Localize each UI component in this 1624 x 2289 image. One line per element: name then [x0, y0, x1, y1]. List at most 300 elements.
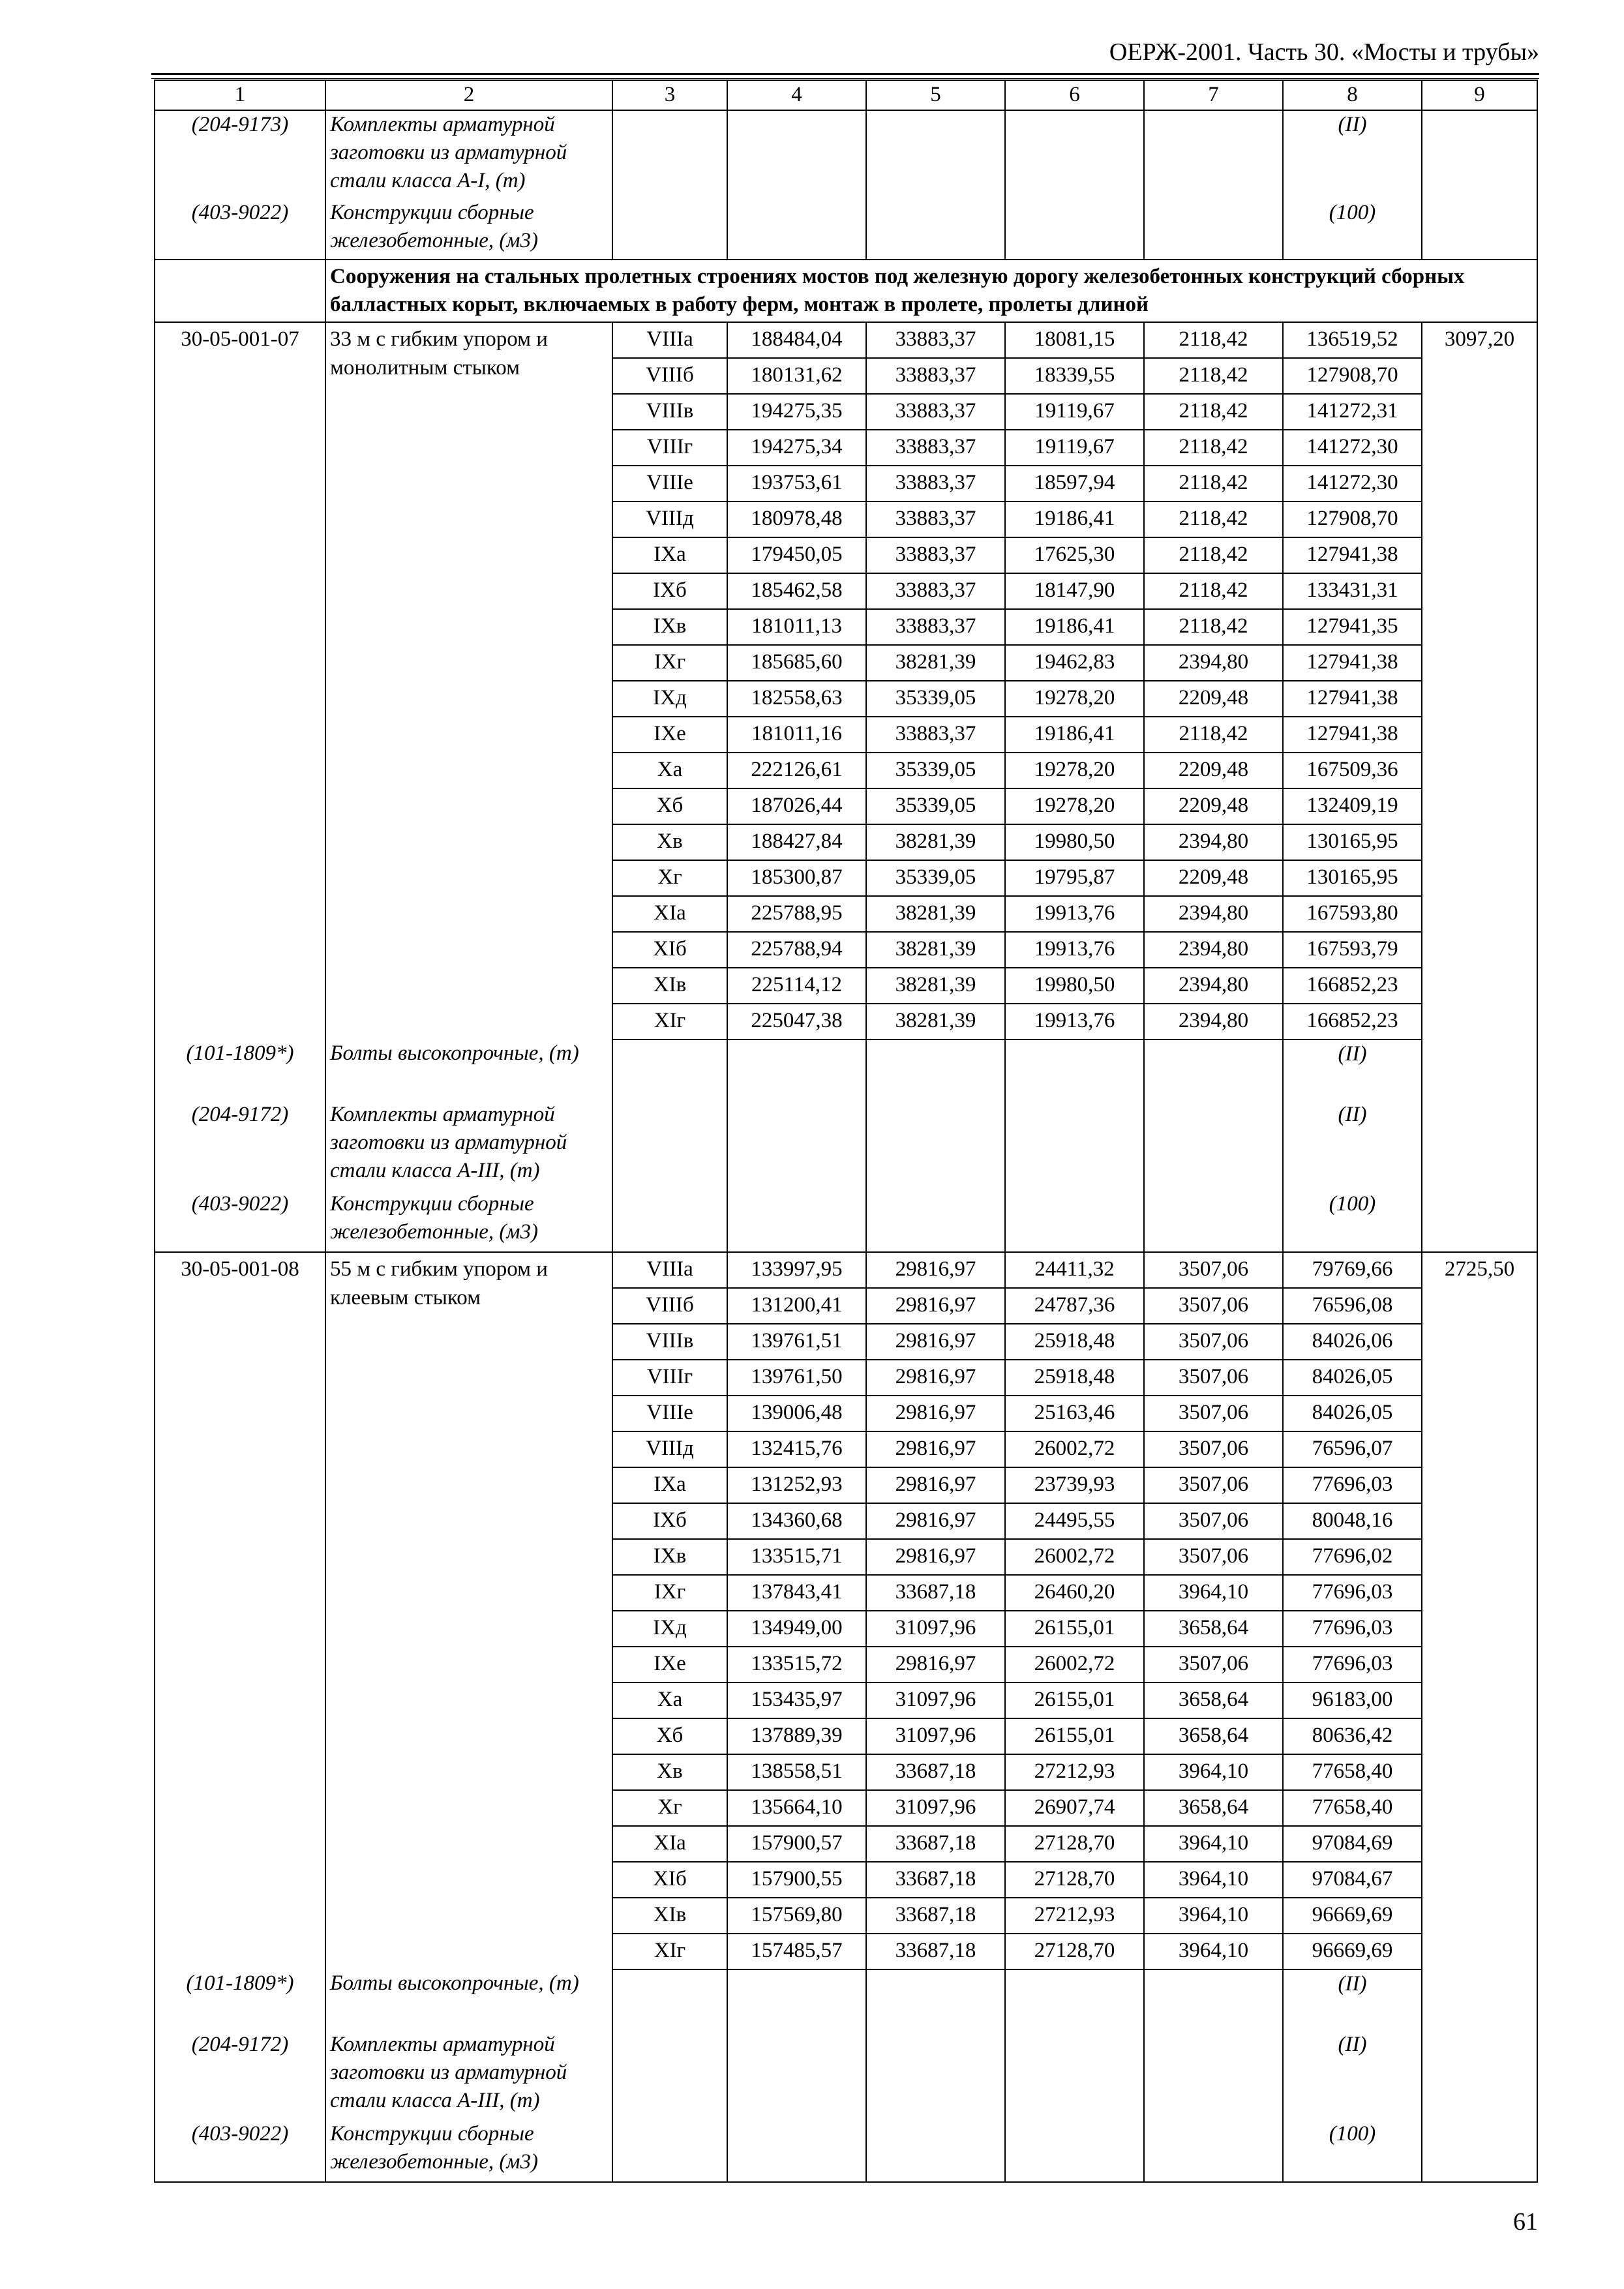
resource-name: Комплекты арматурной заготовки из арматурной стали класса А-III, (т) [325, 2031, 612, 2120]
value-cell: 137889,39 [727, 1718, 866, 1754]
value-cell: 23739,93 [1005, 1467, 1144, 1503]
value-cell: 2118,42 [1144, 537, 1283, 573]
resource-name: Конструкции сборные железобетонные, (м3) [325, 199, 612, 260]
resource-value: (100) [1283, 1190, 1422, 1252]
value-cell: 153435,97 [727, 1683, 866, 1718]
value-cell: 185462,58 [727, 573, 866, 609]
empty-cell [1144, 199, 1283, 260]
value-cell: 2394,80 [1144, 1004, 1283, 1040]
value-cell: 133997,95 [727, 1252, 866, 1288]
resource-code: (204-9173) [155, 110, 325, 199]
table-row [155, 322, 1537, 358]
value-cell: 29816,97 [866, 1503, 1005, 1539]
zone-cell: IXв [612, 609, 727, 645]
value-cell: 167593,79 [1283, 932, 1422, 968]
value-cell: 29816,97 [866, 1647, 1005, 1683]
value-cell: 139761,50 [727, 1360, 866, 1396]
value-cell: 225788,94 [727, 932, 866, 968]
value-cell: 188484,04 [727, 322, 866, 358]
zone-cell: VIIIе [612, 1396, 727, 1431]
rate-name: 55 м с гибким упором и клеевым стыком [325, 1252, 612, 1969]
resource-code: (101-1809*) [155, 1040, 325, 1101]
resource-name: Комплекты арматурной заготовки из арматурной стали класса А-III, (т) [325, 1101, 612, 1190]
value-cell: 35339,05 [866, 753, 1005, 788]
value-cell: 2118,42 [1144, 430, 1283, 466]
value-cell: 19913,76 [1005, 896, 1144, 932]
resource-value: (II) [1283, 1101, 1422, 1190]
empty-cell [1005, 110, 1144, 199]
value-cell: 141272,30 [1283, 430, 1422, 466]
value-cell: 24495,55 [1005, 1503, 1144, 1539]
empty-cell [1422, 110, 1537, 199]
value-cell: 127941,38 [1283, 537, 1422, 573]
value-cell: 134949,00 [727, 1611, 866, 1647]
value-cell: 84026,05 [1283, 1396, 1422, 1431]
empty-cell [612, 1190, 727, 1252]
value-cell: 138558,51 [727, 1754, 866, 1790]
zone-cell: VIIIб [612, 358, 727, 394]
empty-cell [1422, 1969, 1537, 2031]
value-cell: 33687,18 [866, 1898, 1005, 1934]
value-cell: 33883,37 [866, 358, 1005, 394]
empty-cell [866, 1101, 1005, 1190]
value-cell: 80048,16 [1283, 1503, 1422, 1539]
value-cell: 167509,36 [1283, 753, 1422, 788]
value-cell: 26907,74 [1005, 1790, 1144, 1826]
value-cell: 26002,72 [1005, 1647, 1144, 1683]
value-cell: 33883,37 [866, 466, 1005, 501]
zone-cell: Xг [612, 1790, 727, 1826]
value-cell: 19278,20 [1005, 681, 1144, 717]
value-cell: 187026,44 [727, 788, 866, 824]
resource-row [155, 1190, 1537, 1252]
value-cell: 157485,57 [727, 1934, 866, 1969]
rate-code: 30-05-001-07 [155, 322, 325, 1040]
resource-name: Комплекты арматурной заготовки из арматурной стали класса А-I, (т) [325, 110, 612, 199]
page-number: 61 [1513, 2208, 1538, 2236]
empty-cell [1144, 110, 1283, 199]
value-cell: 33687,18 [866, 1862, 1005, 1898]
zone-cell: VIIIа [612, 322, 727, 358]
empty-cell [727, 1190, 866, 1252]
value-cell: 3507,06 [1144, 1288, 1283, 1324]
zone-cell: IXг [612, 645, 727, 681]
value-cell: 3964,10 [1144, 1826, 1283, 1862]
value-cell: 29816,97 [866, 1467, 1005, 1503]
empty-cell [1005, 1040, 1144, 1101]
rate-code: 30-05-001-08 [155, 1252, 325, 1969]
value-cell: 157900,57 [727, 1826, 866, 1862]
value-cell: 3507,06 [1144, 1431, 1283, 1467]
value-cell: 33883,37 [866, 430, 1005, 466]
value-cell: 77658,40 [1283, 1790, 1422, 1826]
value-cell: 18147,90 [1005, 573, 1144, 609]
zone-cell: XIа [612, 896, 727, 932]
resource-row [155, 199, 1537, 260]
resource-value: (100) [1283, 2120, 1422, 2182]
empty-cell [1144, 1040, 1283, 1101]
value-cell: 77696,03 [1283, 1467, 1422, 1503]
value-cell: 3507,06 [1144, 1396, 1283, 1431]
empty-cell [1144, 1190, 1283, 1252]
value-cell: 2394,80 [1144, 896, 1283, 932]
section-title: Сооружения на стальных пролетных строениях мостов под железную дорогу железобетонных конструкций сборных балластных корыт, включаемых в работу ферм, монтаж в пролете, пролеты длиной [325, 260, 1537, 322]
value-cell: 137843,41 [727, 1575, 866, 1611]
table-row [155, 1252, 1537, 1288]
value-cell: 157900,55 [727, 1862, 866, 1898]
value-cell: 33687,18 [866, 1754, 1005, 1790]
empty-cell [1144, 2031, 1283, 2120]
value-cell: 157569,80 [727, 1898, 866, 1934]
empty-cell [612, 110, 727, 199]
value-cell: 26155,01 [1005, 1683, 1144, 1718]
empty-cell [1422, 2120, 1537, 2182]
zone-cell: Xб [612, 1718, 727, 1754]
value-cell: 3964,10 [1144, 1575, 1283, 1611]
value-cell: 19795,87 [1005, 860, 1144, 896]
value-cell: 84026,05 [1283, 1360, 1422, 1396]
resource-row [155, 110, 1537, 199]
empty-cell [1005, 1190, 1144, 1252]
resource-value: (II) [1283, 1969, 1422, 2031]
resource-code: (403-9022) [155, 199, 325, 260]
value-cell: 77696,03 [1283, 1647, 1422, 1683]
zone-cell: VIIIг [612, 430, 727, 466]
value-cell: 35339,05 [866, 681, 1005, 717]
zone-cell: IXд [612, 1611, 727, 1647]
zone-cell: Xв [612, 1754, 727, 1790]
empty-cell [866, 1190, 1005, 1252]
zone-cell: IXг [612, 1575, 727, 1611]
zone-cell: VIIIв [612, 1324, 727, 1360]
value-cell: 3507,06 [1144, 1252, 1283, 1288]
value-cell: 97084,69 [1283, 1826, 1422, 1862]
empty-cell [612, 2120, 727, 2182]
value-cell: 193753,61 [727, 466, 866, 501]
value-cell: 24411,32 [1005, 1252, 1144, 1288]
value-cell: 19186,41 [1005, 717, 1144, 753]
value-cell: 181011,13 [727, 609, 866, 645]
value-cell: 225114,12 [727, 968, 866, 1004]
zone-cell: XIв [612, 968, 727, 1004]
column-number-row [155, 80, 1537, 110]
value-cell: 3507,06 [1144, 1539, 1283, 1575]
resource-name: Болты высокопрочные, (т) [325, 1040, 612, 1101]
resource-row [155, 1969, 1537, 2031]
zone-cell: VIIIа [612, 1252, 727, 1288]
resource-value: (II) [1283, 1040, 1422, 1101]
value-cell: 225047,38 [727, 1004, 866, 1040]
value-cell: 133515,71 [727, 1539, 866, 1575]
column-number: 1 [155, 80, 325, 110]
value-cell: 33883,37 [866, 501, 1005, 537]
value-cell: 31097,96 [866, 1718, 1005, 1754]
value-cell: 33883,37 [866, 573, 1005, 609]
value-cell: 31097,96 [866, 1611, 1005, 1647]
value-cell: 18339,55 [1005, 358, 1144, 394]
value-cell: 19278,20 [1005, 753, 1144, 788]
value-cell: 26002,72 [1005, 1431, 1144, 1467]
value-cell: 27128,70 [1005, 1826, 1144, 1862]
value-cell: 127941,38 [1283, 645, 1422, 681]
resource-value: (II) [1283, 2031, 1422, 2120]
value-cell: 26002,72 [1005, 1539, 1144, 1575]
value-cell: 19278,20 [1005, 788, 1144, 824]
value-cell: 77696,02 [1283, 1539, 1422, 1575]
value-cell: 3658,64 [1144, 1611, 1283, 1647]
value-cell: 18597,94 [1005, 466, 1144, 501]
empty-cell [866, 1040, 1005, 1101]
value-cell: 24787,36 [1005, 1288, 1144, 1324]
column-number: 4 [727, 80, 866, 110]
value-cell: 222126,61 [727, 753, 866, 788]
value-cell: 29816,97 [866, 1252, 1005, 1288]
value-cell: 141272,31 [1283, 394, 1422, 430]
value-cell: 35339,05 [866, 860, 1005, 896]
value-cell: 3507,06 [1144, 1647, 1283, 1683]
value-cell: 127908,70 [1283, 358, 1422, 394]
zone-cell: Xб [612, 788, 727, 824]
empty-cell [155, 260, 325, 322]
value-cell: 185300,87 [727, 860, 866, 896]
value-cell: 194275,35 [727, 394, 866, 430]
value-cell: 77696,03 [1283, 1611, 1422, 1647]
empty-cell [866, 2120, 1005, 2182]
empty-cell [727, 2120, 866, 2182]
resource-name: Конструкции сборные железобетонные, (м3) [325, 2120, 612, 2182]
value-cell: 127941,38 [1283, 681, 1422, 717]
value-cell: 3964,10 [1144, 1934, 1283, 1969]
value-cell: 2394,80 [1144, 645, 1283, 681]
empty-cell [1422, 1190, 1537, 1252]
zone-cell: VIIIг [612, 1360, 727, 1396]
resource-code: (403-9022) [155, 1190, 325, 1252]
column-number: 7 [1144, 80, 1283, 110]
value-cell: 2118,42 [1144, 322, 1283, 358]
value-cell: 225788,95 [727, 896, 866, 932]
value-cell: 3507,06 [1144, 1324, 1283, 1360]
column-number: 6 [1005, 80, 1144, 110]
resource-value: (100) [1283, 199, 1422, 260]
value-cell: 2209,48 [1144, 860, 1283, 896]
resource-row [155, 2031, 1537, 2120]
resource-value: (II) [1283, 110, 1422, 199]
zone-cell: IXе [612, 717, 727, 753]
value-cell: 33687,18 [866, 1575, 1005, 1611]
value-cell: 29816,97 [866, 1324, 1005, 1360]
value-cell: 2394,80 [1144, 824, 1283, 860]
zone-cell: Xа [612, 753, 727, 788]
value-cell: 19913,76 [1005, 932, 1144, 968]
value-cell: 131252,93 [727, 1467, 866, 1503]
empty-cell [727, 199, 866, 260]
value-cell: 182558,63 [727, 681, 866, 717]
value-cell: 77696,03 [1283, 1575, 1422, 1611]
value-cell: 135664,10 [727, 1790, 866, 1826]
value-cell: 33883,37 [866, 609, 1005, 645]
value-cell: 26460,20 [1005, 1575, 1144, 1611]
empty-cell [727, 1969, 866, 2031]
col9-value: 2725,50 [1422, 1252, 1537, 1969]
value-cell: 185685,60 [727, 645, 866, 681]
value-cell: 29816,97 [866, 1360, 1005, 1396]
value-cell: 19980,50 [1005, 968, 1144, 1004]
value-cell: 33883,37 [866, 394, 1005, 430]
zone-cell: XIг [612, 1004, 727, 1040]
zone-cell: XIг [612, 1934, 727, 1969]
value-cell: 3507,06 [1144, 1503, 1283, 1539]
value-cell: 26155,01 [1005, 1718, 1144, 1754]
value-cell: 79769,66 [1283, 1252, 1422, 1288]
value-cell: 76596,08 [1283, 1288, 1422, 1324]
value-cell: 130165,95 [1283, 824, 1422, 860]
value-cell: 133431,31 [1283, 573, 1422, 609]
value-cell: 180131,62 [727, 358, 866, 394]
empty-cell [727, 110, 866, 199]
value-cell: 3658,64 [1144, 1683, 1283, 1718]
empty-cell [1422, 2031, 1537, 2120]
value-cell: 2118,42 [1144, 609, 1283, 645]
resource-code: (101-1809*) [155, 1969, 325, 2031]
column-number: 8 [1283, 80, 1422, 110]
value-cell: 38281,39 [866, 968, 1005, 1004]
value-cell: 80636,42 [1283, 1718, 1422, 1754]
empty-cell [1144, 1969, 1283, 2031]
rate-name: 33 м с гибким упором и монолитным стыком [325, 322, 612, 1040]
zone-cell: IXв [612, 1539, 727, 1575]
value-cell: 19913,76 [1005, 1004, 1144, 1040]
zone-cell: Xа [612, 1683, 727, 1718]
value-cell: 33687,18 [866, 1826, 1005, 1862]
column-number: 5 [866, 80, 1005, 110]
zone-cell: IXа [612, 537, 727, 573]
value-cell: 2118,42 [1144, 466, 1283, 501]
zone-cell: XIб [612, 1862, 727, 1898]
value-cell: 2209,48 [1144, 788, 1283, 824]
page-header-title: ОЕРЖ-2001. Часть 30. «Мосты и трубы» [1109, 38, 1539, 66]
value-cell: 29816,97 [866, 1288, 1005, 1324]
section-row [155, 260, 1537, 322]
value-cell: 19186,41 [1005, 609, 1144, 645]
zone-cell: Xв [612, 824, 727, 860]
empty-cell [727, 1101, 866, 1190]
value-cell: 27128,70 [1005, 1934, 1144, 1969]
resource-code: (403-9022) [155, 2120, 325, 2182]
value-cell: 3507,06 [1144, 1360, 1283, 1396]
zone-cell: XIв [612, 1898, 727, 1934]
value-cell: 77658,40 [1283, 1754, 1422, 1790]
empty-cell [1422, 1101, 1537, 1190]
value-cell: 134360,68 [727, 1503, 866, 1539]
value-cell: 132409,19 [1283, 788, 1422, 824]
zone-cell: VIIIд [612, 1431, 727, 1467]
value-cell: 130165,95 [1283, 860, 1422, 896]
value-cell: 127941,35 [1283, 609, 1422, 645]
value-cell: 141272,30 [1283, 466, 1422, 501]
empty-cell [727, 2031, 866, 2120]
value-cell: 18081,15 [1005, 322, 1144, 358]
value-cell: 96669,69 [1283, 1934, 1422, 1969]
value-cell: 96669,69 [1283, 1898, 1422, 1934]
value-cell: 76596,07 [1283, 1431, 1422, 1467]
value-cell: 2394,80 [1144, 932, 1283, 968]
value-cell: 33883,37 [866, 322, 1005, 358]
value-cell: 38281,39 [866, 645, 1005, 681]
value-cell: 194275,34 [727, 430, 866, 466]
empty-cell [727, 1040, 866, 1101]
empty-cell [866, 1969, 1005, 2031]
value-cell: 19119,67 [1005, 394, 1144, 430]
value-cell: 19119,67 [1005, 430, 1144, 466]
value-cell: 3507,06 [1144, 1467, 1283, 1503]
value-cell: 33883,37 [866, 537, 1005, 573]
value-cell: 139761,51 [727, 1324, 866, 1360]
empty-cell [1144, 2120, 1283, 2182]
value-cell: 31097,96 [866, 1790, 1005, 1826]
header-rule-thin [151, 78, 1539, 79]
value-cell: 29816,97 [866, 1431, 1005, 1467]
resource-name: Конструкции сборные железобетонные, (м3) [325, 1190, 612, 1252]
column-number: 2 [325, 80, 612, 110]
value-cell: 127908,70 [1283, 501, 1422, 537]
value-cell: 2118,42 [1144, 394, 1283, 430]
value-cell: 167593,80 [1283, 896, 1422, 932]
column-number: 3 [612, 80, 727, 110]
value-cell: 84026,06 [1283, 1324, 1422, 1360]
value-cell: 96183,00 [1283, 1683, 1422, 1718]
resource-row [155, 2120, 1537, 2182]
zone-cell: VIIIе [612, 466, 727, 501]
resource-row [155, 1040, 1537, 1101]
value-cell: 38281,39 [866, 896, 1005, 932]
value-cell: 2394,80 [1144, 968, 1283, 1004]
value-cell: 33883,37 [866, 717, 1005, 753]
resource-code: (204-9172) [155, 2031, 325, 2120]
value-cell: 33687,18 [866, 1934, 1005, 1969]
zone-cell: VIIIб [612, 1288, 727, 1324]
value-cell: 2209,48 [1144, 753, 1283, 788]
zone-cell: IXд [612, 681, 727, 717]
value-cell: 136519,52 [1283, 322, 1422, 358]
zone-cell: XIа [612, 1826, 727, 1862]
empty-cell [1005, 1101, 1144, 1190]
value-cell: 25163,46 [1005, 1396, 1144, 1431]
empty-cell [866, 110, 1005, 199]
value-cell: 132415,76 [727, 1431, 866, 1467]
empty-cell [1005, 1969, 1144, 2031]
value-cell: 188427,84 [727, 824, 866, 860]
value-cell: 3658,64 [1144, 1790, 1283, 1826]
column-number: 9 [1422, 80, 1537, 110]
value-cell: 38281,39 [866, 932, 1005, 968]
value-cell: 2118,42 [1144, 501, 1283, 537]
value-cell: 179450,05 [727, 537, 866, 573]
zone-cell: IXб [612, 573, 727, 609]
zone-cell: IXе [612, 1647, 727, 1683]
value-cell: 97084,67 [1283, 1862, 1422, 1898]
empty-cell [1005, 2031, 1144, 2120]
zone-cell: Xг [612, 860, 727, 896]
value-cell: 35339,05 [866, 788, 1005, 824]
empty-cell [866, 2031, 1005, 2120]
value-cell: 181011,16 [727, 717, 866, 753]
value-cell: 131200,41 [727, 1288, 866, 1324]
col9-value: 3097,20 [1422, 322, 1537, 1040]
value-cell: 26155,01 [1005, 1611, 1144, 1647]
zone-cell: VIIIв [612, 394, 727, 430]
value-cell: 166852,23 [1283, 968, 1422, 1004]
empty-cell [612, 1101, 727, 1190]
